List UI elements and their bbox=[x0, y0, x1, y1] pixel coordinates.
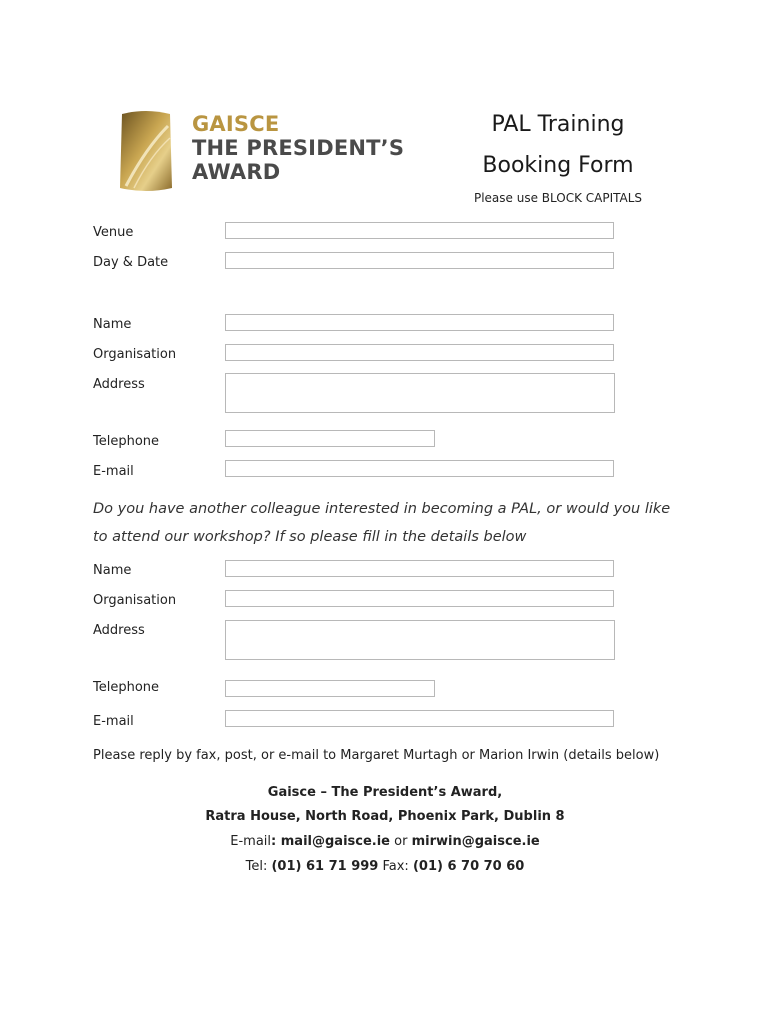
logo-line-presidents: THE PRESIDENT’S bbox=[192, 136, 405, 160]
address-field[interactable] bbox=[225, 373, 615, 413]
colleague-name-label: Name bbox=[93, 563, 132, 578]
page-title-line2: Booking Form bbox=[482, 153, 634, 178]
colleague-question-line1: Do you have another colleague interested in becoming a PAL, or would you like bbox=[93, 501, 671, 517]
colleague-address-label: Address bbox=[93, 623, 145, 638]
organisation-field[interactable] bbox=[225, 344, 614, 361]
contact-email-line: E-mail: mail@gaisce.ie or mirwin@gaisce.ie bbox=[230, 834, 540, 849]
colleague-telephone-field[interactable] bbox=[225, 680, 435, 697]
page-title-line1: PAL Training bbox=[491, 112, 625, 137]
day-date-label: Day & Date bbox=[93, 255, 169, 270]
colleague-address-field[interactable] bbox=[225, 620, 615, 660]
colleague-telephone-label: Telephone bbox=[93, 680, 160, 695]
contact-address: Ratra House, North Road, Phoenix Park, Dublin 8 bbox=[205, 809, 565, 824]
name-label: Name bbox=[93, 317, 132, 332]
email-label: E-mail bbox=[93, 464, 134, 479]
contact-phone-line: Tel: (01) 61 71 999 Fax: (01) 6 70 70 60 bbox=[245, 859, 525, 874]
reply-instructions: Please reply by fax, post, or e-mail to Margaret Murtagh or Marion Irwin (details below) bbox=[93, 748, 660, 763]
contact-org: Gaisce – The President’s Award, bbox=[267, 785, 503, 800]
organisation-label: Organisation bbox=[93, 347, 177, 362]
colleague-question-line2: to attend our workshop? If so please fill in the details below bbox=[93, 529, 527, 545]
email-field[interactable] bbox=[225, 460, 614, 477]
venue-field[interactable] bbox=[225, 222, 614, 239]
telephone-field[interactable] bbox=[225, 430, 435, 447]
telephone-label: Telephone bbox=[93, 434, 160, 449]
colleague-question bbox=[93, 495, 693, 551]
email-label-text: E-mail bbox=[230, 834, 272, 849]
venue-label: Venue bbox=[93, 225, 134, 240]
day-date-field[interactable] bbox=[225, 252, 614, 269]
colleague-email-field[interactable] bbox=[225, 710, 614, 727]
fax-number: (01) 6 70 70 60 bbox=[412, 859, 525, 874]
logo-line-gaisce: GAISCE bbox=[192, 112, 280, 136]
colleague-organisation-field[interactable] bbox=[225, 590, 614, 607]
logo-line-award: AWARD bbox=[192, 160, 281, 184]
email-link-mirwin[interactable]: mirwin@gaisce.ie bbox=[411, 834, 540, 849]
colleague-name-field[interactable] bbox=[225, 560, 614, 577]
name-field[interactable] bbox=[225, 314, 614, 331]
telephone-number: (01) 61 71 999 bbox=[271, 859, 379, 874]
colleague-email-label: E-mail bbox=[93, 714, 134, 729]
gaisce-logo-icon bbox=[116, 108, 176, 194]
colleague-organisation-label: Organisation bbox=[93, 593, 177, 608]
block-capitals-instruction: Please use BLOCK CAPITALS bbox=[473, 191, 643, 205]
address-label: Address bbox=[93, 377, 145, 392]
email-link-mail[interactable]: : mail@gaisce.ie bbox=[271, 834, 390, 849]
logo-wordmark bbox=[192, 112, 404, 184]
